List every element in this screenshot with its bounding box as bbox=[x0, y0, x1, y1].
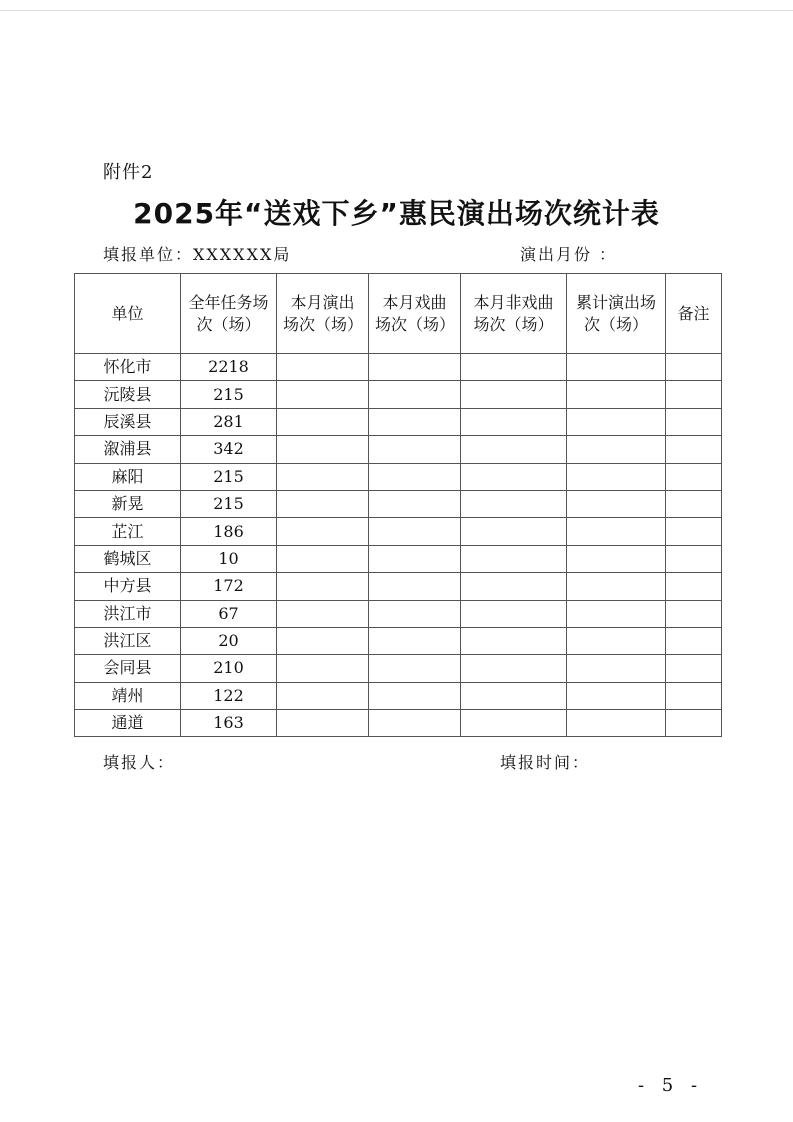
cumulative-cell bbox=[567, 545, 666, 572]
remarks-cell bbox=[666, 573, 722, 600]
table-row bbox=[75, 600, 722, 627]
month-opera-cell bbox=[369, 436, 461, 463]
annual-task-cell: 215 bbox=[181, 463, 277, 490]
unit-cell: 麻阳 bbox=[75, 463, 181, 490]
month-opera-cell bbox=[369, 573, 461, 600]
remarks-cell bbox=[666, 381, 722, 408]
table-row bbox=[75, 627, 722, 654]
table-row bbox=[75, 655, 722, 682]
attachment-label: 附件2 bbox=[103, 162, 154, 183]
remarks-cell bbox=[666, 490, 722, 517]
table-row bbox=[75, 710, 722, 737]
remarks-cell bbox=[666, 518, 722, 545]
month-performances-cell bbox=[277, 408, 369, 435]
annual-task-cell: 20 bbox=[181, 627, 277, 654]
unit-cell: 怀化市 bbox=[75, 354, 181, 381]
unit-cell: 沅陵县 bbox=[75, 381, 181, 408]
fill-unit-label: 填报单位：XXXXXX局 bbox=[103, 245, 292, 264]
month-performances-cell bbox=[277, 600, 369, 627]
page-top-rule bbox=[0, 10, 793, 11]
month-non-opera-cell bbox=[461, 354, 567, 381]
month-opera-cell bbox=[369, 545, 461, 572]
table-row bbox=[75, 381, 722, 408]
cumulative-cell bbox=[567, 436, 666, 463]
month-performances-cell bbox=[277, 573, 369, 600]
unit-cell: 会同县 bbox=[75, 655, 181, 682]
annual-task-cell: 210 bbox=[181, 655, 277, 682]
table-row bbox=[75, 354, 722, 381]
annual-task-cell: 2218 bbox=[181, 354, 277, 381]
remarks-cell bbox=[666, 545, 722, 572]
month-performances-cell bbox=[277, 354, 369, 381]
month-performances-cell bbox=[277, 710, 369, 737]
remarks-cell bbox=[666, 655, 722, 682]
cumulative-cell bbox=[567, 573, 666, 600]
month-non-opera-cell bbox=[461, 545, 567, 572]
header-month-performances: 本月演出场次（场） bbox=[277, 274, 369, 354]
cumulative-cell bbox=[567, 627, 666, 654]
remarks-cell bbox=[666, 354, 722, 381]
month-opera-cell bbox=[369, 600, 461, 627]
header-month-non-opera: 本月非戏曲场次（场） bbox=[461, 274, 567, 354]
month-performances-cell bbox=[277, 490, 369, 517]
cumulative-cell bbox=[567, 518, 666, 545]
cumulative-cell bbox=[567, 408, 666, 435]
month-non-opera-cell bbox=[461, 381, 567, 408]
month-opera-cell bbox=[369, 682, 461, 709]
unit-cell: 通道 bbox=[75, 710, 181, 737]
table-row bbox=[75, 573, 722, 600]
month-opera-cell bbox=[369, 627, 461, 654]
month-performances-cell bbox=[277, 627, 369, 654]
month-non-opera-cell bbox=[461, 627, 567, 654]
header-month-opera: 本月戏曲场次（场） bbox=[369, 274, 461, 354]
month-performances-cell bbox=[277, 463, 369, 490]
cumulative-cell bbox=[567, 600, 666, 627]
annual-task-cell: 67 bbox=[181, 600, 277, 627]
document-title: 2025年“送戏下乡”惠民演出场次统计表 bbox=[133, 197, 660, 230]
unit-cell: 洪江市 bbox=[75, 600, 181, 627]
remarks-cell bbox=[666, 682, 722, 709]
annual-task-cell: 122 bbox=[181, 682, 277, 709]
cumulative-cell bbox=[567, 463, 666, 490]
header-cumulative: 累计演出场次（场） bbox=[567, 274, 666, 354]
table-row bbox=[75, 490, 722, 517]
month-opera-cell bbox=[369, 463, 461, 490]
month-performances-cell bbox=[277, 545, 369, 572]
month-non-opera-cell bbox=[461, 682, 567, 709]
remarks-cell bbox=[666, 627, 722, 654]
table-header-row bbox=[75, 274, 722, 354]
page-number: - 5 - bbox=[638, 1075, 704, 1096]
table-row bbox=[75, 408, 722, 435]
month-non-opera-cell bbox=[461, 518, 567, 545]
cumulative-cell bbox=[567, 381, 666, 408]
unit-cell: 芷江 bbox=[75, 518, 181, 545]
month-non-opera-cell bbox=[461, 408, 567, 435]
table-row bbox=[75, 518, 722, 545]
unit-cell: 中方县 bbox=[75, 573, 181, 600]
month-non-opera-cell bbox=[461, 463, 567, 490]
annual-task-cell: 215 bbox=[181, 490, 277, 517]
statistics-table bbox=[74, 273, 722, 737]
month-performances-cell bbox=[277, 518, 369, 545]
month-opera-cell bbox=[369, 518, 461, 545]
remarks-cell bbox=[666, 600, 722, 627]
remarks-cell bbox=[666, 463, 722, 490]
month-non-opera-cell bbox=[461, 490, 567, 517]
unit-cell: 辰溪县 bbox=[75, 408, 181, 435]
month-opera-cell bbox=[369, 490, 461, 517]
cumulative-cell bbox=[567, 655, 666, 682]
remarks-cell bbox=[666, 436, 722, 463]
month-opera-cell bbox=[369, 710, 461, 737]
cumulative-cell bbox=[567, 710, 666, 737]
month-opera-cell bbox=[369, 408, 461, 435]
header-unit: 单位 bbox=[75, 274, 181, 354]
header-remarks: 备注 bbox=[666, 274, 722, 354]
unit-cell: 洪江区 bbox=[75, 627, 181, 654]
annual-task-cell: 163 bbox=[181, 710, 277, 737]
filler-label: 填报人： bbox=[103, 753, 176, 772]
month-performances-cell bbox=[277, 682, 369, 709]
table-row bbox=[75, 436, 722, 463]
cumulative-cell bbox=[567, 682, 666, 709]
month-non-opera-cell bbox=[461, 655, 567, 682]
unit-cell: 溆浦县 bbox=[75, 436, 181, 463]
annual-task-cell: 215 bbox=[181, 381, 277, 408]
table-row bbox=[75, 682, 722, 709]
unit-cell: 鹤城区 bbox=[75, 545, 181, 572]
unit-cell: 靖州 bbox=[75, 682, 181, 709]
month-non-opera-cell bbox=[461, 710, 567, 737]
table-row bbox=[75, 463, 722, 490]
table-row bbox=[75, 545, 722, 572]
month-non-opera-cell bbox=[461, 436, 567, 463]
annual-task-cell: 186 bbox=[181, 518, 277, 545]
perform-month-label: 演出月份 ： bbox=[520, 245, 618, 264]
month-performances-cell bbox=[277, 381, 369, 408]
month-opera-cell bbox=[369, 354, 461, 381]
annual-task-cell: 342 bbox=[181, 436, 277, 463]
header-annual-task: 全年任务场次（场） bbox=[181, 274, 277, 354]
annual-task-cell: 281 bbox=[181, 408, 277, 435]
month-performances-cell bbox=[277, 436, 369, 463]
month-performances-cell bbox=[277, 655, 369, 682]
annual-task-cell: 10 bbox=[181, 545, 277, 572]
cumulative-cell bbox=[567, 490, 666, 517]
unit-cell: 新晃 bbox=[75, 490, 181, 517]
cumulative-cell bbox=[567, 354, 666, 381]
month-non-opera-cell bbox=[461, 573, 567, 600]
month-non-opera-cell bbox=[461, 600, 567, 627]
remarks-cell bbox=[666, 408, 722, 435]
month-opera-cell bbox=[369, 655, 461, 682]
remarks-cell bbox=[666, 710, 722, 737]
fill-time-label: 填报时间： bbox=[500, 753, 591, 772]
annual-task-cell: 172 bbox=[181, 573, 277, 600]
month-opera-cell bbox=[369, 381, 461, 408]
